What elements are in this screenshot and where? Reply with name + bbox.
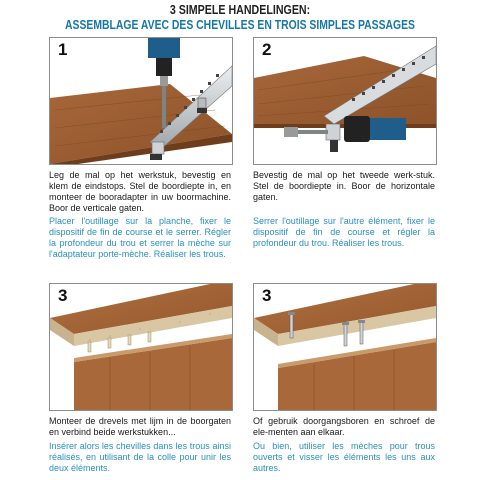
dowel-assembly-illustration: [50, 284, 232, 410]
step-2-text-french: Serrer l'outillage sur l'autre élément, fixer le dispositif de fin de course et régler la profondeur du trou. Réaliser les trous.: [253, 216, 435, 248]
step-4-text-dutch: Of gebruik doorgangsboren en schroef de ele-menten aan elkaar.: [253, 416, 435, 437]
title-french: ASSEMBLAGE AVEC DES CHEVILLES EN TROIS SIMPLES PASSAGES: [65, 17, 415, 32]
step-3-text-french: Insérer alors les chevilles dans les trous ainsi réalisés, en utilisant de la colle pour unir les deux éléments.: [49, 441, 231, 473]
step-2-text-dutch: Bevestig de mal op het tweede werk-stuk. Stel de boordiepte in. Boor de horizontale gaten.: [253, 170, 435, 202]
drilling-horizontal-illustration: [254, 38, 436, 164]
step-1-illustration: [49, 37, 233, 165]
title-dutch: 3 SIMPELE HANDELINGEN:: [169, 2, 311, 17]
step-1-text-dutch: Leg de mal op het werkstuk, bevestig en klem de eindstops. Stel de boordiepte in, en monteer de booradapter in uw boormachine. Boor de verticale gaten.: [49, 170, 231, 213]
step-1-text-french: Placer l'outillage sur la planche, fixer le dispositif de fin de course et le serrer. Régler la profondeur du trou et serrer la mèche sur l'adaptateur porte-mèche. Réaliser les trous.: [49, 216, 231, 259]
screw-assembly-illustration: [254, 284, 436, 410]
step-4-text-french: Ou bien, utiliser les mèches pour trous ouverts et visser les éléments les uns aux autres.: [253, 441, 435, 473]
step-2-illustration: [253, 37, 437, 165]
step-1-number: 1: [58, 40, 68, 59]
step-3-number: 3: [58, 286, 68, 305]
step-4-number: 3: [262, 286, 272, 305]
step-3b-illustration: [253, 283, 437, 411]
step-3-illustration: [49, 283, 233, 411]
drilling-vertical-illustration: [50, 38, 232, 164]
step-3-text-dutch: Monteer de drevels met lijm in de boorgaten en verbind beide werkstukken...: [49, 416, 231, 437]
step-2-number: 2: [262, 40, 272, 59]
